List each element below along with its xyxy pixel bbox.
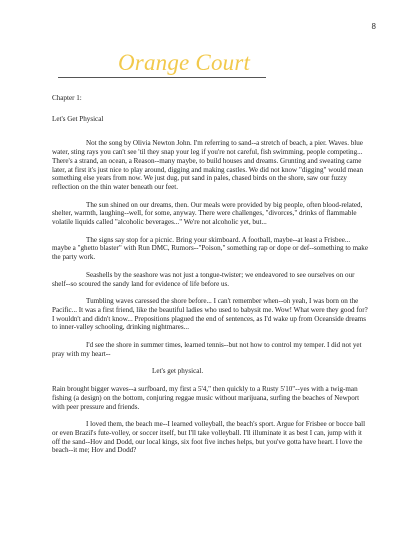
paragraph-3: The signs say stop for a picnic. Bring your skimboard. A football, maybe--at least a Frisbee... maybe a "ghetto blaster" with Run DMC, Rumors--"Poison," something rap or dope or def--something to make the party work. [52,235,368,262]
paragraph-6: I'd see the shore in summer times, learned tennis--but not how to control my temper. I did not yet pray with my heart-- [52,341,362,358]
paragraph-1: Not the song by Olivia Newton John. I'm referring to sand--a stretch of beach, a pier. Waves. blue water, sting rays you can't see 'til they snap your leg if you're not careful, fish swimming, people competing... There's a strand, an ocean, a Reason--many maybe, to build houses and dreams. Grunting and sweating came later, at first it's just nice to play around, digging and making castles. We did not know "digging" would mean something else years from now. We just dug, put sand in pales, chased birds on the shore, saw our fuzzy reflection on the thin water beneath our feet. [52,139,364,191]
paragraph-8: I loved them, the beach me--I learned volleyball, the beach's sport. Argue for Frisbee or bocce ball or even Brazil's fute-volley, or soccer itself, but I'll take volleyball. I'll illuminate it as best I can, jump with it off the sand--Hov and Dodd, our local kings, six foot five inches helps, but you've gotta have heart. I love the beach--it me; Hov and Dodd? [52,420,366,455]
paragraph-4: Seashells by the seashore was not just a tongue-twister; we endeavored to see ourselves on our shelf--so scoured the sandy land for evidence of life before us. [52,270,355,288]
chapter-label: Chapter 1: [52,94,82,102]
paragraph-2: The sun shined on our dreams, then. Our meals were provided by big people, often blood-related, shelter, warmth, laughing--well, for some, anyway. There were challenges, "divorces," drinks of flammable volatile liquids called "alcoholic beverages..." We're not alcoholic yet, but... [52,200,363,227]
page-title: Orange Court [118,50,251,75]
paragraph-7: Rain brought bigger waves--a surfboard, my first a 5'4," then quickly to a Rusty 5'10"--yes with a twig-man fishing (a design) on the bottom, conjuring reggae music without marijuana, surfing the beaches of Newport with peer pressure and friends. [52,385,360,411]
title-underline [58,77,266,78]
title-block [58,50,251,84]
chapter-title: Let's Get Physical [52,114,104,123]
centered-line: Let's get physical. [152,367,204,376]
paragraph-5: Tumbling waves caressed the shore before... I can't remember when--oh yeah, I was born on the Pacific... It was a first friend, like the beautiful ladies who used to babysit me. Wow! What were they good for? I wouldn't and didn't know... Prepositions plagued the end of sentences, as I'd wake up from Oceanside dreams to inner-valley schooling, drinking nightmares... [52,297,368,332]
page-number: 8 [371,22,376,31]
document-body [52,94,368,464]
